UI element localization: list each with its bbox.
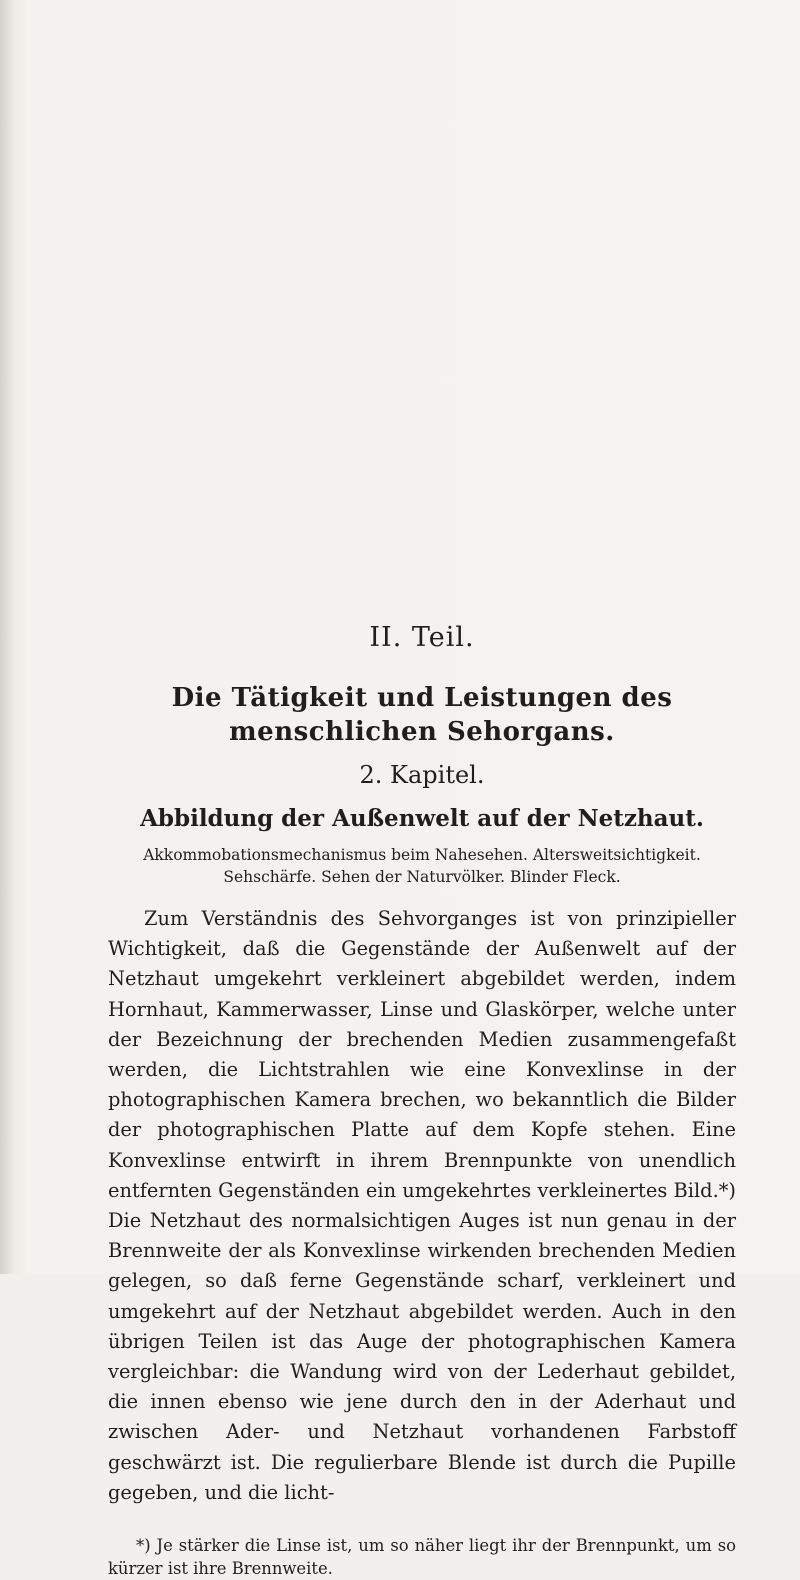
- chapter-number: 2. Kapitel.: [359, 761, 485, 789]
- section-title: Die Tätigkeit und Leistungen des menschlichen Sehorgans.: [171, 683, 673, 747]
- part-heading: II. Teil.: [369, 622, 475, 653]
- footnote: *) Je stärker die Linse ist, um so näher liegt ihr der Brennpunkt, um so kürzer ist ihre Brennweite.: [108, 1536, 736, 1579]
- page-content: [108, 622, 736, 1580]
- chapter-title: Abbildung der Außenwelt auf der Netzhaut.: [140, 805, 704, 832]
- chapter-summary: Akkommobationsmechanismus beim Nahesehen. Altersweitsichtigkeit. Sehschärfe. Sehen der Naturvölker. Blinder Fleck.: [143, 846, 701, 886]
- page-binding-shadow: [0, 0, 14, 1274]
- body-paragraph: Zum Verständnis des Sehvorganges ist von prinzipieller Wichtigkeit, daß die Gegenstände der Außenwelt auf der Netzhaut umgekehrt verkleinert abgebildet werden, indem Hornhaut, Kammerwasser, Linse und Glaskörper, welche unter der Bezeichnung der brechenden Medien zusammengefaßt werden, die Lichtstrahlen wie eine Konvexlinse in der photographischen Kamera brechen, wo bekanntlich die Bilder der photographischen Platte auf dem Kopfe stehen. Eine Konvexlinse entwirft in ihrem Brennpunkte von unendlich entfernten Gegenständen ein umgekehrtes verkleinertes Bild.*) Die Netzhaut des normalsichtigen Auges ist nun genau in der Brennweite der als Konvexlinse wirkenden brechenden Medien gelegen, so daß ferne Gegenstände scharf, verkleinert und umgekehrt auf der Netzhaut abgebildet werden. Auch in den übrigen Teilen ist das Auge der photographischen Kamera vergleichbar: die Wandung wird von der Lederhaut gebildet, die innen ebenso wie jene durch den in der Aderhaut und zwischen Ader- und Netzhaut vorhandenen Farbstoff geschwärzt ist. Die regulierbare Blende ist durch die Pupille gegeben, und die licht-: [108, 907, 736, 1504]
